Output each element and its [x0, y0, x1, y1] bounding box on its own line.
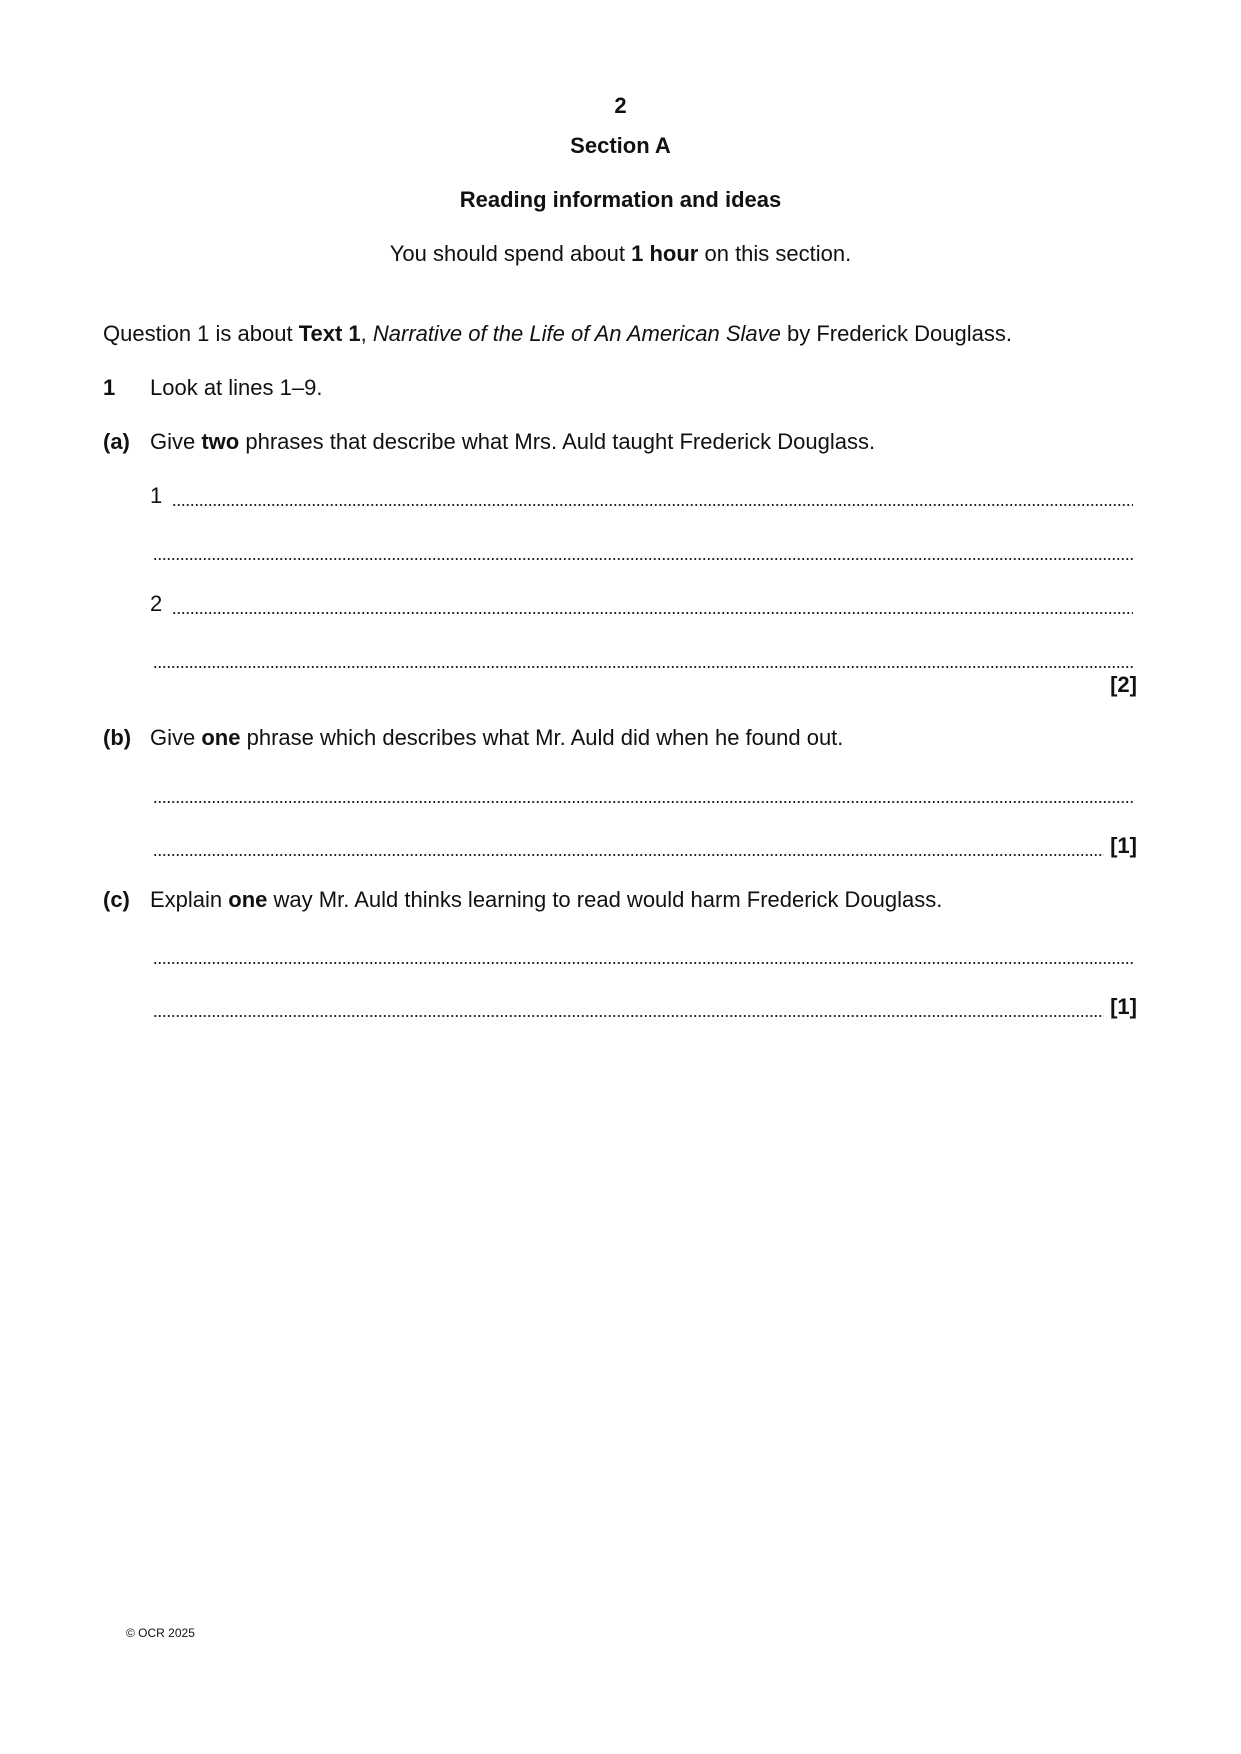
- instruction-text: You should spend about: [389, 241, 632, 266]
- dotted-line: [153, 539, 1133, 561]
- answer-line-b1[interactable]: [153, 780, 1133, 806]
- dotted-line: [153, 943, 1133, 965]
- intro-comma: ,: [360, 321, 373, 346]
- dotted-line: [172, 485, 1133, 507]
- part-c-marks: [1]: [1110, 994, 1137, 1019]
- part-b-text: [150, 725, 843, 751]
- part-b-text-end: phrase which describes what Mr. Auld did when he found out.: [240, 725, 844, 750]
- question-intro: [103, 321, 1012, 347]
- answer-line-b2[interactable]: [153, 833, 1137, 859]
- answer-line-c1[interactable]: [153, 941, 1133, 967]
- page-number: 2: [614, 93, 627, 118]
- question-text: Look at lines 1–9.: [150, 375, 323, 400]
- instruction-time: 1 hour: [631, 241, 699, 266]
- answer-number-1: 1: [150, 483, 163, 508]
- answer-line-a1-cont[interactable]: [153, 537, 1133, 563]
- part-c-emphasis: one: [228, 887, 268, 912]
- answer-line-a2[interactable]: [150, 591, 1133, 617]
- part-c-text-end: way Mr. Auld thinks learning to read would harm Frederick Douglass.: [267, 887, 943, 912]
- part-c-label: (c): [103, 887, 130, 912]
- part-b-marks: [1]: [1110, 833, 1137, 858]
- answer-line-c2[interactable]: [153, 994, 1137, 1020]
- part-c-text-start: Explain: [150, 887, 229, 912]
- part-b-label: (b): [103, 725, 132, 750]
- dotted-line: [153, 996, 1104, 1018]
- part-b-emphasis: one: [201, 725, 241, 750]
- part-a-text-end: phrases that describe what Mrs. Auld taught Frederick Douglass.: [239, 429, 876, 454]
- intro-book-title: Narrative of the Life of An American Slave: [372, 321, 781, 346]
- answer-line-a2-cont[interactable]: [153, 645, 1133, 671]
- copyright-footer: © OCR 2025: [126, 1626, 195, 1640]
- answer-number-2: 2: [150, 591, 163, 616]
- dotted-line: [153, 647, 1133, 669]
- question-number: 1: [103, 375, 116, 400]
- intro-text: Question 1 is about: [103, 321, 299, 346]
- intro-author: by Frederick Douglass.: [780, 321, 1012, 346]
- section-title: Section A: [570, 133, 671, 158]
- section-instruction: [0, 241, 1241, 267]
- part-a-label: (a): [103, 429, 130, 454]
- instruction-text-end: on this section.: [698, 241, 852, 266]
- section-subtitle: Reading information and ideas: [459, 187, 782, 212]
- part-a-emphasis: two: [201, 429, 240, 454]
- part-c-text: [150, 887, 942, 913]
- part-b-text-start: Give: [150, 725, 202, 750]
- part-a-text-start: Give: [150, 429, 202, 454]
- part-a-marks: [2]: [1110, 672, 1137, 697]
- part-a-text: [150, 429, 875, 455]
- answer-line-a1[interactable]: [150, 483, 1133, 509]
- intro-text-ref: Text 1: [298, 321, 361, 346]
- dotted-line: [172, 593, 1133, 615]
- dotted-line: [153, 835, 1104, 857]
- dotted-line: [153, 782, 1133, 804]
